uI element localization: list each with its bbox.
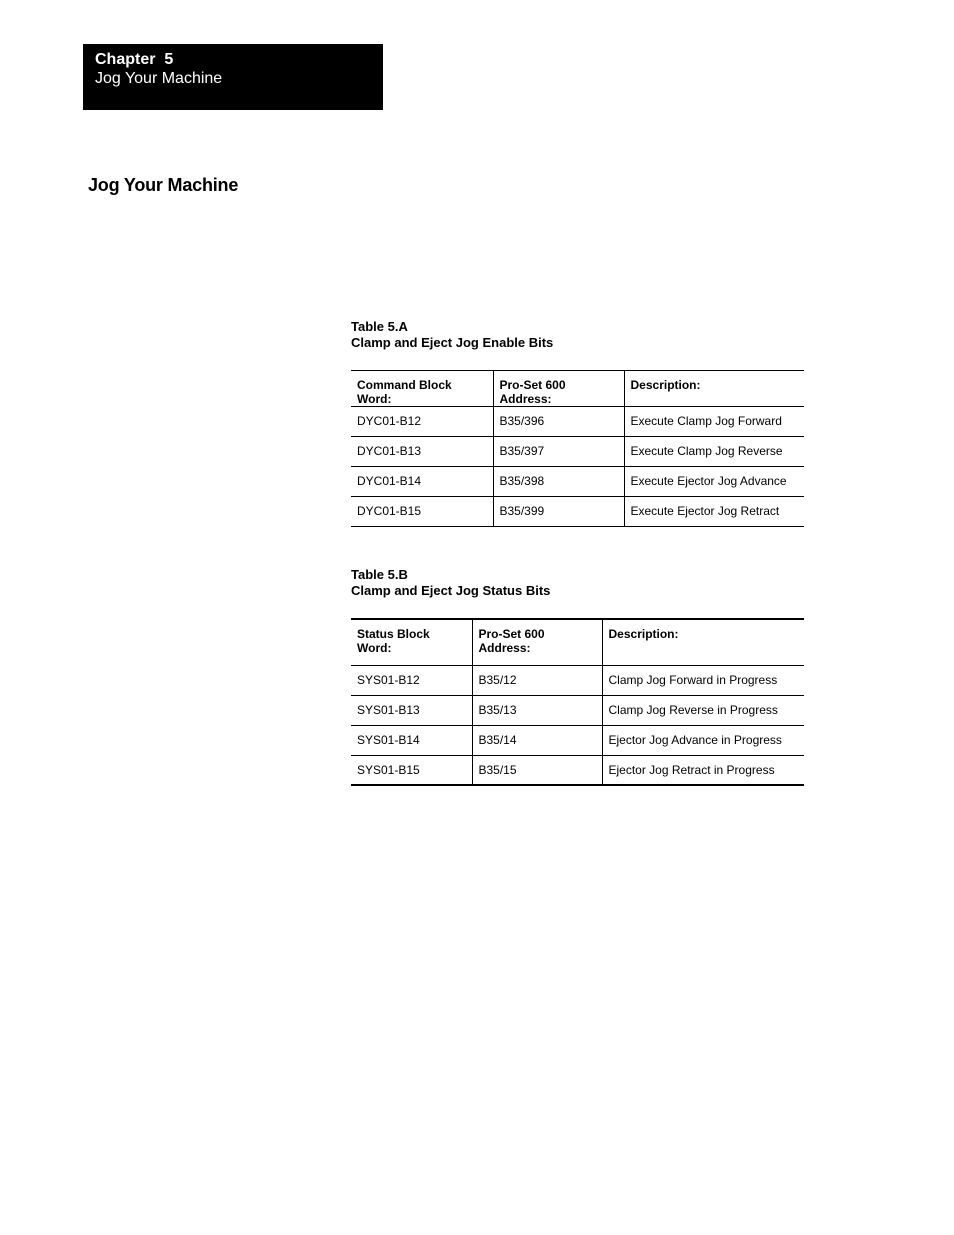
table-a-number: Table 5.A bbox=[351, 319, 408, 334]
table-cell: DYC01-B15 bbox=[351, 497, 493, 527]
section-heading: Jog Your Machine bbox=[88, 175, 239, 195]
table-b-number: Table 5.B bbox=[351, 567, 408, 582]
column-header: Description: bbox=[608, 627, 679, 641]
table-b-title: Clamp and Eject Jog Status Bits bbox=[351, 583, 551, 598]
table-row bbox=[351, 695, 804, 725]
table-cell: B35/15 bbox=[472, 755, 602, 785]
table-cell: B35/398 bbox=[493, 467, 624, 497]
column-header: Command Block Word: bbox=[351, 371, 493, 407]
table-cell: B35/397 bbox=[493, 437, 624, 467]
table-cell: Clamp Jog Forward in Progress bbox=[608, 672, 778, 687]
jog-status-bits-table bbox=[351, 618, 804, 786]
table-row bbox=[351, 437, 804, 467]
chapter-title: Jog Your Machine bbox=[95, 70, 223, 87]
table-header-row bbox=[351, 371, 804, 407]
column-header: Pro-Set 600 Address: bbox=[493, 371, 624, 407]
table-row bbox=[351, 497, 804, 527]
table-cell: B35/14 bbox=[472, 725, 602, 755]
table-cell: B35/396 bbox=[493, 407, 624, 437]
jog-enable-bits-table bbox=[351, 370, 804, 527]
chapter-label: Chapter 5 bbox=[95, 51, 174, 68]
table-cell: Execute Ejector Jog Retract bbox=[630, 504, 780, 518]
table-cell: B35/399 bbox=[493, 497, 624, 527]
table-cell: SYS01-B14 bbox=[351, 725, 472, 755]
table-a-caption bbox=[351, 319, 553, 351]
table-cell: SYS01-B15 bbox=[351, 755, 472, 785]
table-cell: DYC01-B12 bbox=[351, 407, 493, 437]
table-cell: Execute Ejector Jog Advance bbox=[630, 474, 787, 488]
table-cell: Execute Clamp Jog Forward bbox=[630, 414, 782, 428]
table-cell: B35/12 bbox=[472, 665, 602, 695]
table-row bbox=[351, 467, 804, 497]
column-header: Description: bbox=[630, 378, 701, 392]
table-cell: Ejector Jog Retract in Progress bbox=[608, 762, 775, 777]
table-row bbox=[351, 725, 804, 755]
table-cell: SYS01-B13 bbox=[351, 695, 472, 725]
chapter-banner bbox=[83, 44, 383, 110]
table-row bbox=[351, 755, 804, 785]
table-cell: SYS01-B12 bbox=[351, 665, 472, 695]
table-row bbox=[351, 407, 804, 437]
column-header: Pro-Set 600 Address: bbox=[472, 619, 602, 665]
column-header: Status Block Word: bbox=[351, 619, 472, 665]
table-row bbox=[351, 665, 804, 695]
table-cell: Execute Clamp Jog Reverse bbox=[630, 444, 783, 458]
table-cell: Ejector Jog Advance in Progress bbox=[608, 732, 782, 747]
table-cell: DYC01-B14 bbox=[351, 467, 493, 497]
table-cell: B35/13 bbox=[472, 695, 602, 725]
table-a-title: Clamp and Eject Jog Enable Bits bbox=[351, 335, 554, 350]
table-cell: DYC01-B13 bbox=[351, 437, 493, 467]
table-header-row bbox=[351, 619, 804, 665]
table-b-caption bbox=[351, 567, 550, 599]
table-cell: Clamp Jog Reverse in Progress bbox=[608, 702, 778, 717]
